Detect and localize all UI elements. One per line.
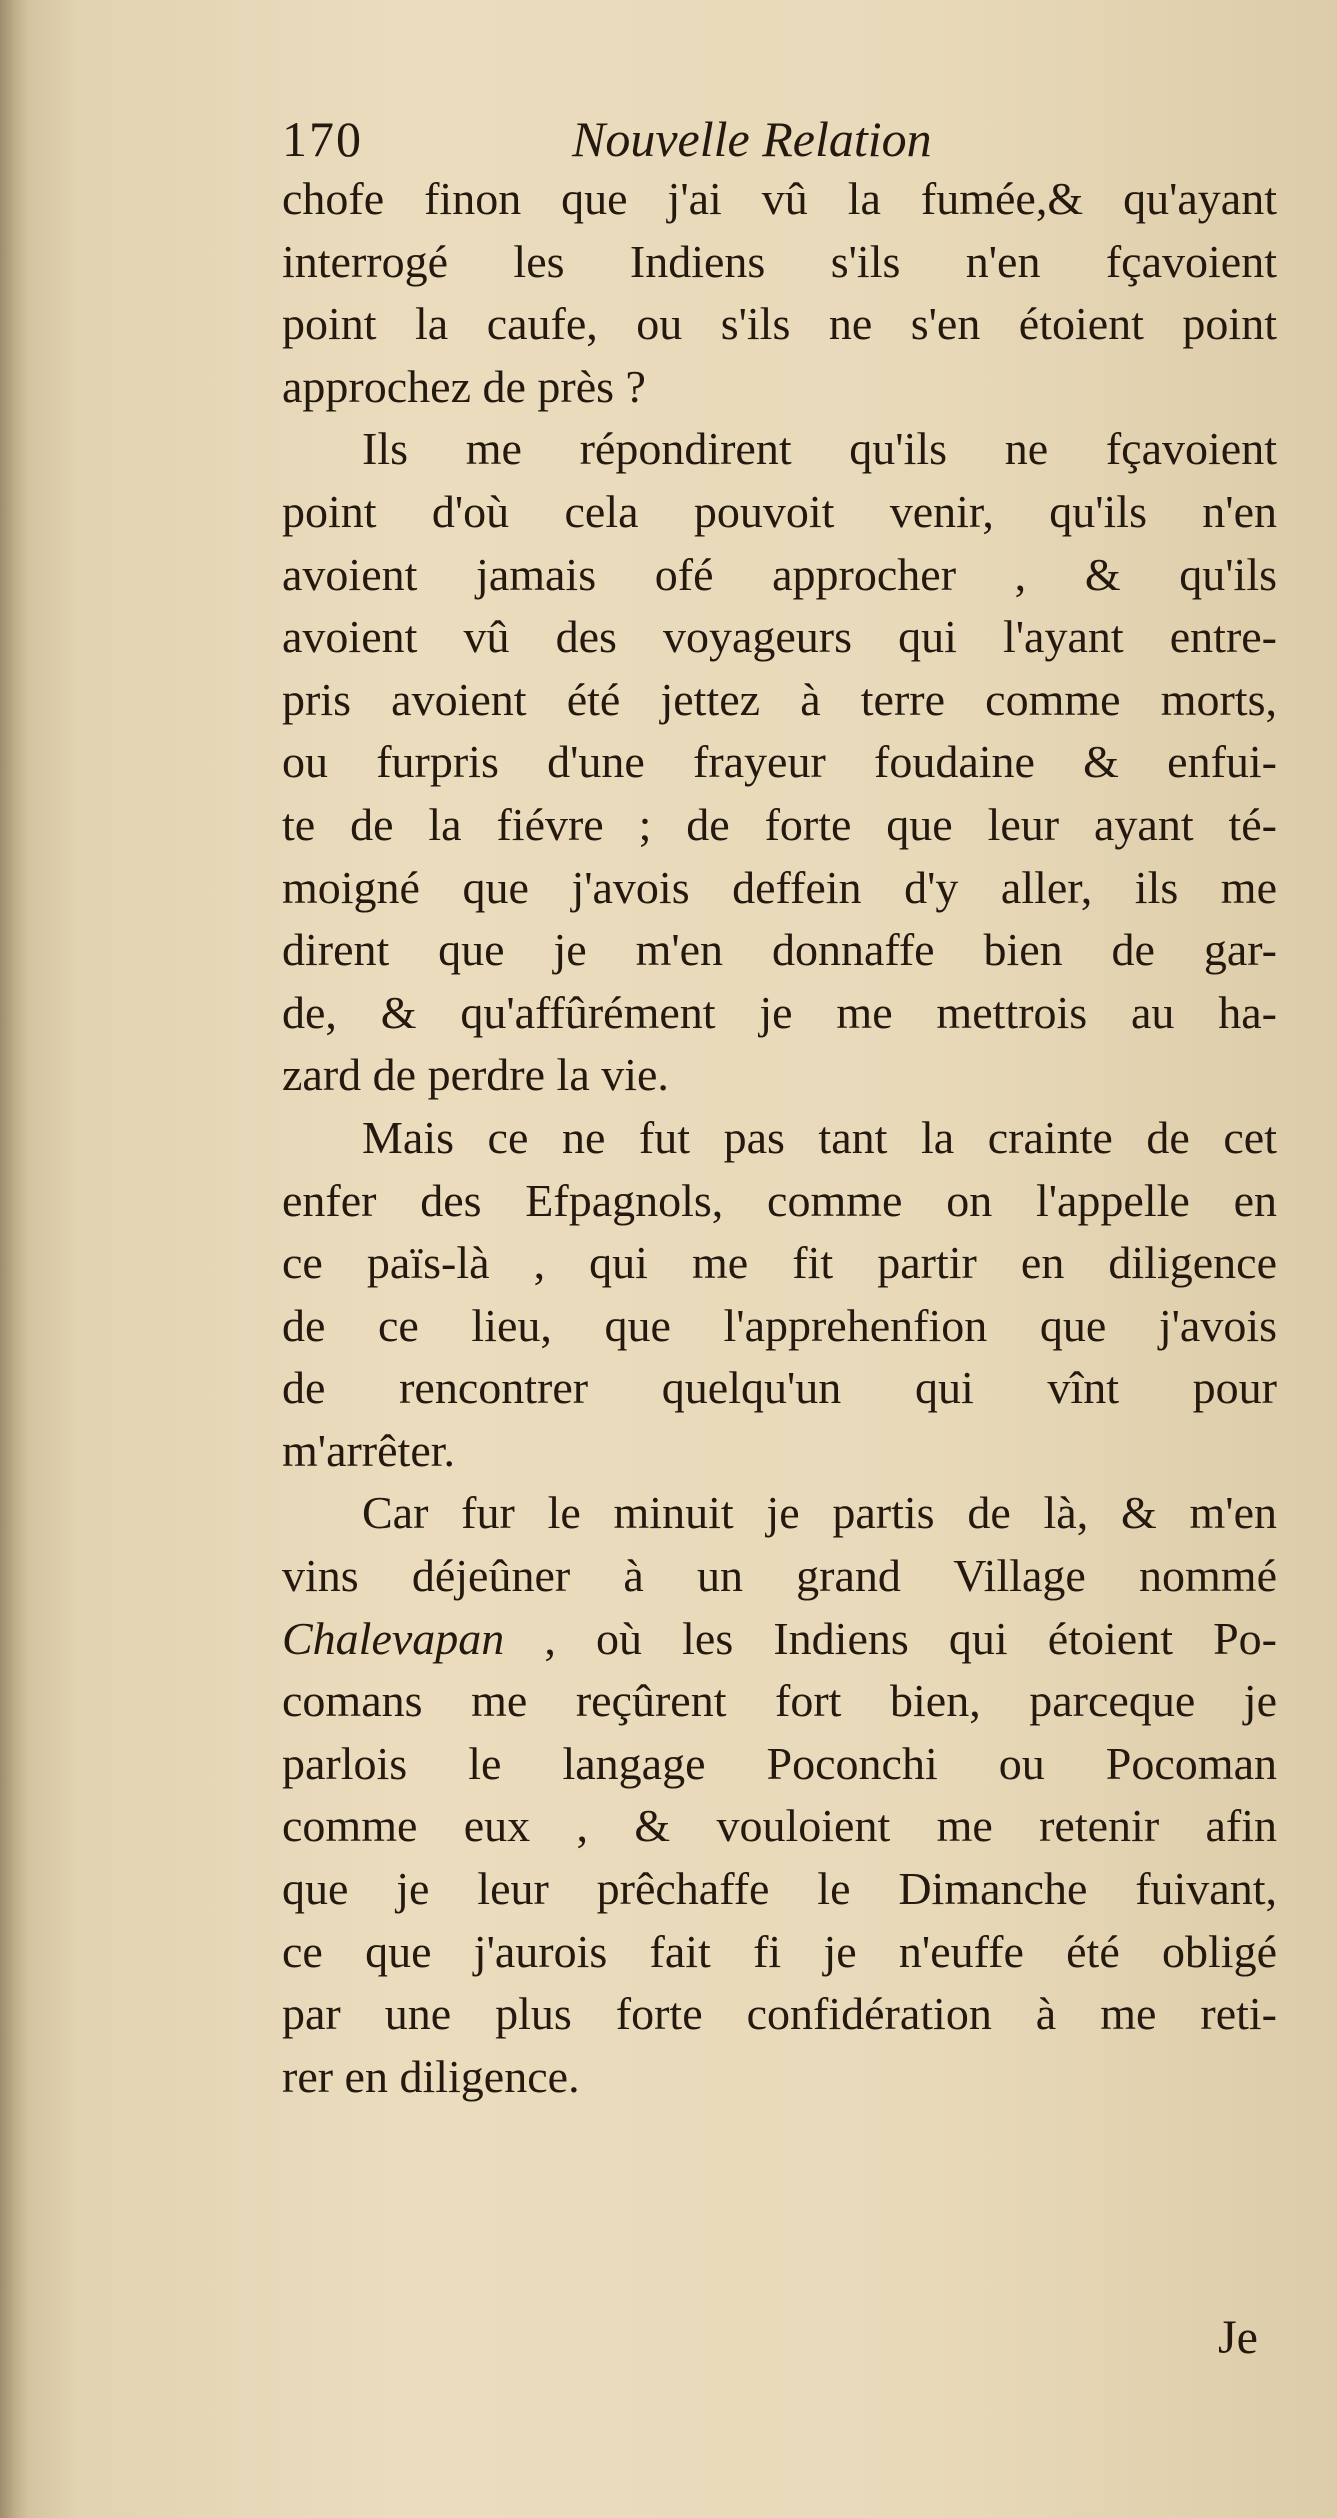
text-line: de ce lieu, que l'apprehenfion que j'avois — [282, 1299, 1277, 1351]
text-line: Ils me répondirent qu'ils ne fçavoient — [362, 423, 1277, 475]
text-line: m'arrêter. — [282, 1424, 456, 1476]
text-line: Mais ce ne fut pas tant la crainte de cet — [362, 1111, 1277, 1163]
text-line: point la caufe, ou s'ils ne s'en étoient point — [282, 298, 1277, 350]
catchword: Je — [1218, 2311, 1258, 2364]
text-line: dirent que je m'en donnaffe bien de gar- — [282, 924, 1277, 976]
text-line: de rencontrer quelqu'un qui vînt pour — [282, 1362, 1277, 1414]
text-line: te de la fiévre ; de forte que leur ayant té- — [282, 798, 1277, 850]
text-line: rer en diligence. — [282, 2050, 580, 2102]
text-line: chofe finon que j'ai vû la fumée,& qu'ayant — [282, 173, 1277, 224]
text-line: ce que j'aurois fait fi je n'euffe été obligé — [282, 1925, 1277, 1977]
text-line: pris avoient été jettez à terre comme morts, — [282, 673, 1277, 725]
text-line: parlois le langage Poconchi ou Pocoman — [282, 1737, 1277, 1789]
text-line: ce païs-là , qui me fit partir en diligence — [282, 1237, 1277, 1289]
text-line: de, & qu'affûrément je me mettrois au ha- — [282, 986, 1277, 1038]
text-line: avoient jamais ofé approcher , & qu'ils — [282, 548, 1277, 600]
text-line: Car fur le minuit je partis de là, & m'en — [362, 1487, 1277, 1539]
text-line: moigné que j'avois deffein d'y aller, ils me — [282, 861, 1277, 913]
text-line: vins déjeûner à un grand Village nommé — [282, 1550, 1277, 1602]
text-line: zard de perdre la vie. — [282, 1049, 669, 1101]
text-line: approchez de près ? — [282, 360, 646, 412]
text-line: comme eux , & vouloient me retenir afin — [282, 1800, 1277, 1852]
page-gutter-shadow — [0, 0, 28, 2518]
body-text — [282, 168, 1277, 2108]
text-line: que je leur prêchaffe le Dimanche fuivant, — [282, 1863, 1277, 1915]
text-line: interrogé les Indiens s'ils n'en fçavoient — [282, 235, 1277, 287]
place-name: Chalevapan — [282, 1612, 505, 1664]
text-line: point d'où cela pouvoit venir, qu'ils n'en — [282, 485, 1277, 537]
page-number: 170 — [282, 111, 363, 167]
running-title: Nouvelle Relation — [572, 111, 932, 167]
text-line: par une plus forte confidération à me reti- — [282, 1988, 1277, 2040]
text-line: ou furpris d'une frayeur foudaine & enfui- — [282, 736, 1277, 788]
text-line: Chalevapan , où les Indiens qui étoient Po- — [282, 1612, 1277, 1664]
text-line: avoient vû des voyageurs qui l'ayant entre- — [282, 611, 1277, 663]
text-line: comans me reçûrent fort bien, parceque je — [282, 1675, 1277, 1727]
text-line: enfer des Efpagnols, comme on l'appelle en — [282, 1174, 1277, 1226]
